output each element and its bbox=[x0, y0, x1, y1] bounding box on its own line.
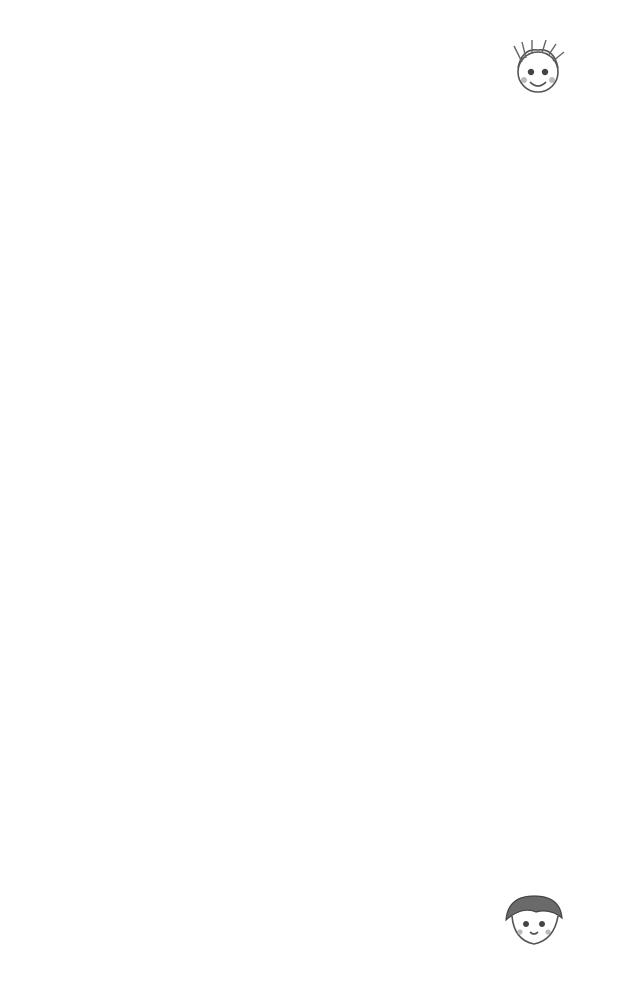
girl-face-icon bbox=[508, 38, 568, 100]
boy-face-icon bbox=[500, 890, 568, 952]
